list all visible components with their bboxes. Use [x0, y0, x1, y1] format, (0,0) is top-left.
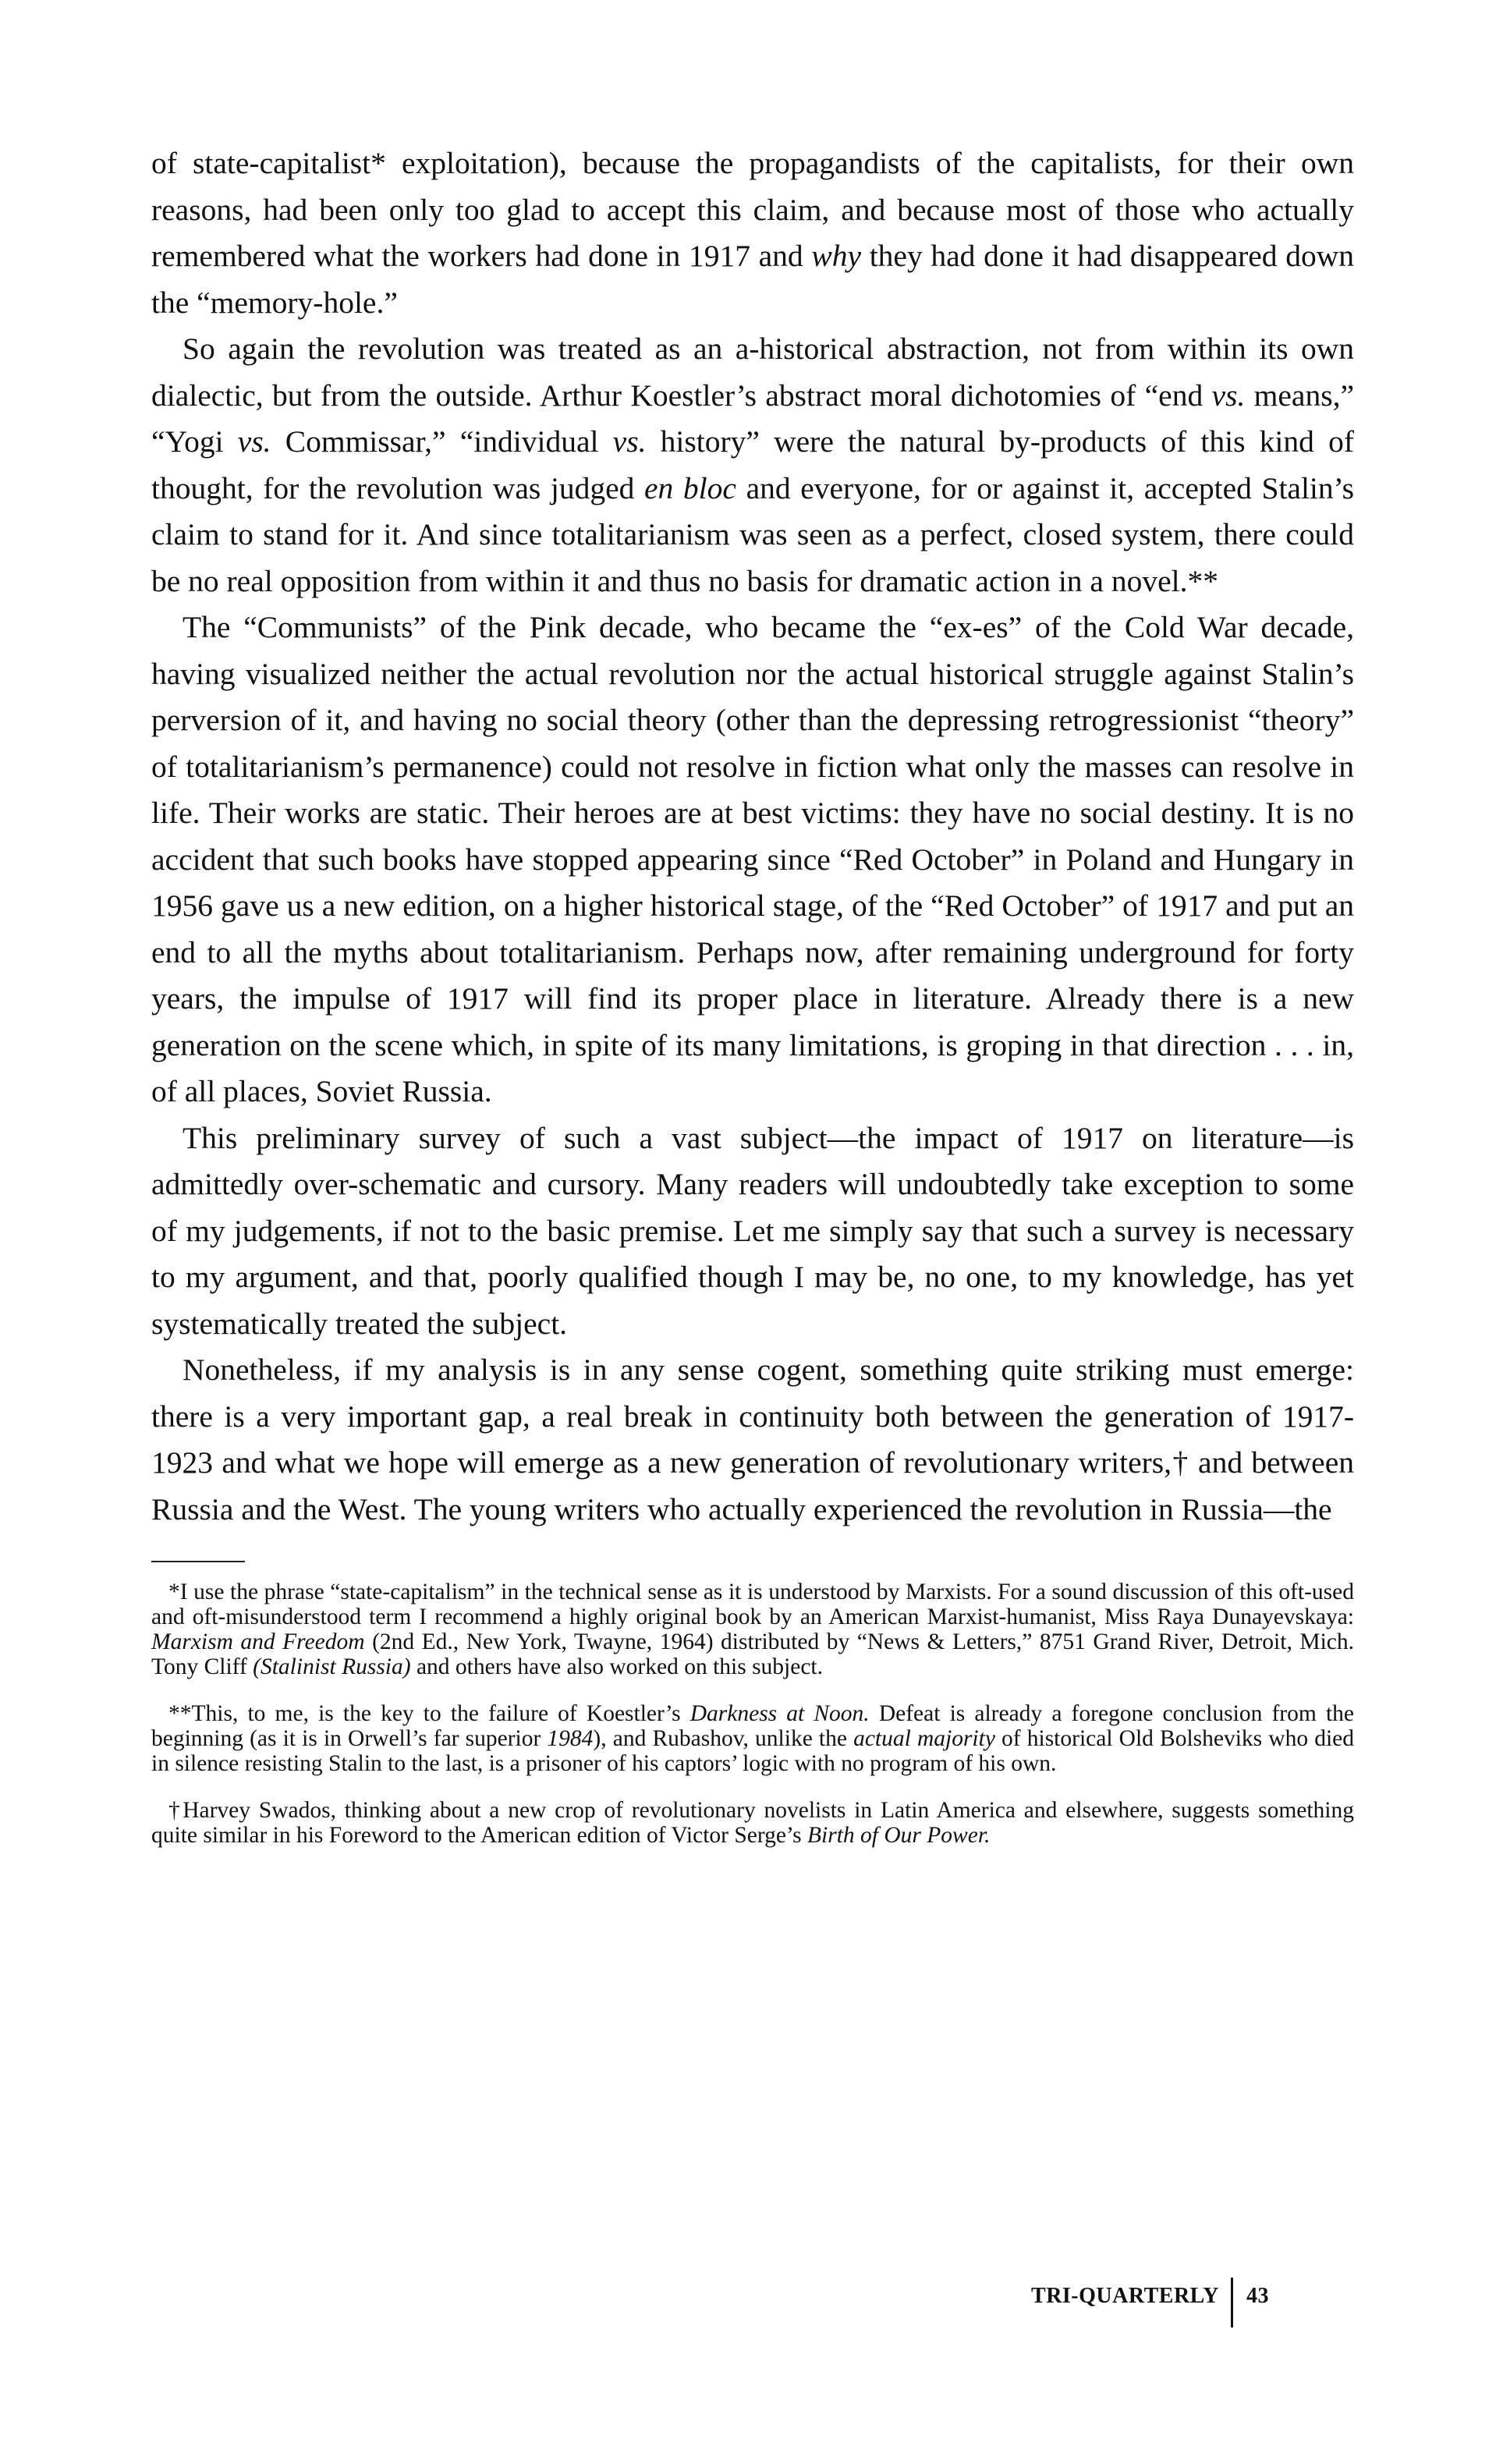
paragraph-4: This preliminary survey of such a vast subject—the impact of 1917 on literature—is admittedly over-schematic and cursory. Many readers will undoubtedly take exception to some of my judgements, if not to the basic premise. Let me simply say that such a survey is necessary to my argument, and that, poorly qualified though I may be, no one, to my knowledge, has yet systematically treated the subject.	[151, 1120, 1354, 1341]
text-span: they had done it had disappeared down the “memory-hole.”	[151, 239, 1354, 320]
paragraph-1	[151, 140, 1354, 326]
text-span: of state-capitalist* exploitation), because the propagandists of the capitalists, for their own reasons, had been only too glad to accept this claim, and because most of those who actually remembered what the workers had done in 1917 and	[151, 146, 1354, 273]
text-span: and everyone, for or against it, accepted Stalin’s claim to stand for it. And since totalitarianism was seen as a perfect, closed system, there could be no real opposition from within it and thus no basis for dramatic action in a novel.**	[151, 470, 1355, 598]
text-span: Commissar,” “individual	[271, 424, 613, 459]
italic-span: vs.	[237, 424, 271, 459]
text-span: of historical Old Bolsheviks who died in silence resisting Stalin to the last, is a prisoner of his captors’ logic with no program of his own.	[151, 1726, 1354, 1776]
italic-span: Darkness at Noon.	[690, 1701, 870, 1726]
footnote-divider	[151, 1561, 245, 1562]
italic-span: vs.	[612, 424, 647, 459]
text-span: and others have also worked on this subject.	[410, 1654, 823, 1679]
text-span: (2nd Ed., New York, Twayne, 1964) distributed by “News & Letters,” 8751 Grand River, Detroit, Mich. Tony Cliff	[151, 1629, 1354, 1679]
text-span: Defeat is already a foregone conclusion from the beginning (as it is in Orwell’s far superior	[151, 1701, 1354, 1751]
text-span: history” were the natural by-products of this kind of thought, for the revolution was judged	[151, 424, 1354, 505]
text-span: *I use the phrase “state-capitalism” in the technical sense as it is understood by Marxists. For a sound discussion of this oft-used and oft-misunderstood term I recommend a highly original book by an American Marxist-humanist, Miss Raya Dunayevskaya:	[151, 1579, 1354, 1629]
text-span: means,” “Yogi	[151, 378, 1354, 459]
magazine-name: TRI-QUARTERLY	[1031, 2284, 1219, 2308]
page-footer	[0, 2278, 1282, 2324]
italic-span: actual majority	[853, 1726, 995, 1751]
text-span: **This, to me, is the key to the failure of Koestler’s	[168, 1701, 690, 1726]
italic-span: vs.	[1211, 378, 1246, 413]
italic-span: why	[811, 239, 862, 273]
italic-span: Birth of Our Power.	[807, 1823, 991, 1848]
italic-span: Marxism and Freedom	[151, 1629, 365, 1654]
footnote-3	[151, 1798, 1354, 1848]
italic-span: en bloc	[644, 470, 736, 505]
italic-span: (Stalinist Russia)	[253, 1654, 411, 1679]
footnote-2	[151, 1701, 1354, 1776]
text-span: ), and Rubashov, unlike the	[593, 1726, 854, 1751]
italic-span: 1984	[547, 1726, 594, 1751]
paragraph-2	[151, 326, 1354, 604]
text-span: So again the revolution was treated as an a-historical abstraction, not from within its own dialectic, but from the outside. Arthur Koestler’s abstract moral dichotomies of “end	[151, 331, 1354, 413]
text-span: †Harvey Swados, thinking about a new crop of revolutionary novelists in Latin America and elsewhere, suggests something quite similar in his Foreword to the American edition of Victor Serge’s	[151, 1798, 1354, 1848]
footer-divider	[1231, 2278, 1233, 2328]
page-body	[151, 140, 1354, 1870]
page-number: 43	[1246, 2284, 1269, 2308]
paragraph-5: Nonetheless, if my analysis is in any sense cogent, something quite striking must emerge: there is a very important gap, a real break in continuity both between the generation of 1917-1923 and what we hope will emerge as a new generation of revolutionary writers,† and between Russia and the West. The young writers who actually experienced the revolution in Russia—the	[151, 1353, 1354, 1526]
paragraph-3: The “Communists” of the Pink decade, who became the “ex-es” of the Cold War decade, having visualized neither the actual revolution nor the actual historical struggle against Stalin’s perversion of it, and having no social theory (other than the depressing retrogressionist “theory” of totalitarianism’s permanence) could not resolve in fiction what only the masses can resolve in life. Their works are static. Their heroes are at best victims: they have no social destiny. It is no accident that such books have stopped appearing since “Red October” in Poland and Hungary in 1956 gave us a new edition, on a higher historical stage, of the “Red October” of 1917 and put an end to all the myths about totalitarianism. Perhaps now, after remaining underground for forty years, the impulse of 1917 will find its proper place in literature. Already there is a new generation on the scene which, in spite of its many limitations, is groping in that direction . . . in, of all places, Soviet Russia.	[151, 610, 1354, 1108]
footnote-1	[151, 1579, 1354, 1679]
